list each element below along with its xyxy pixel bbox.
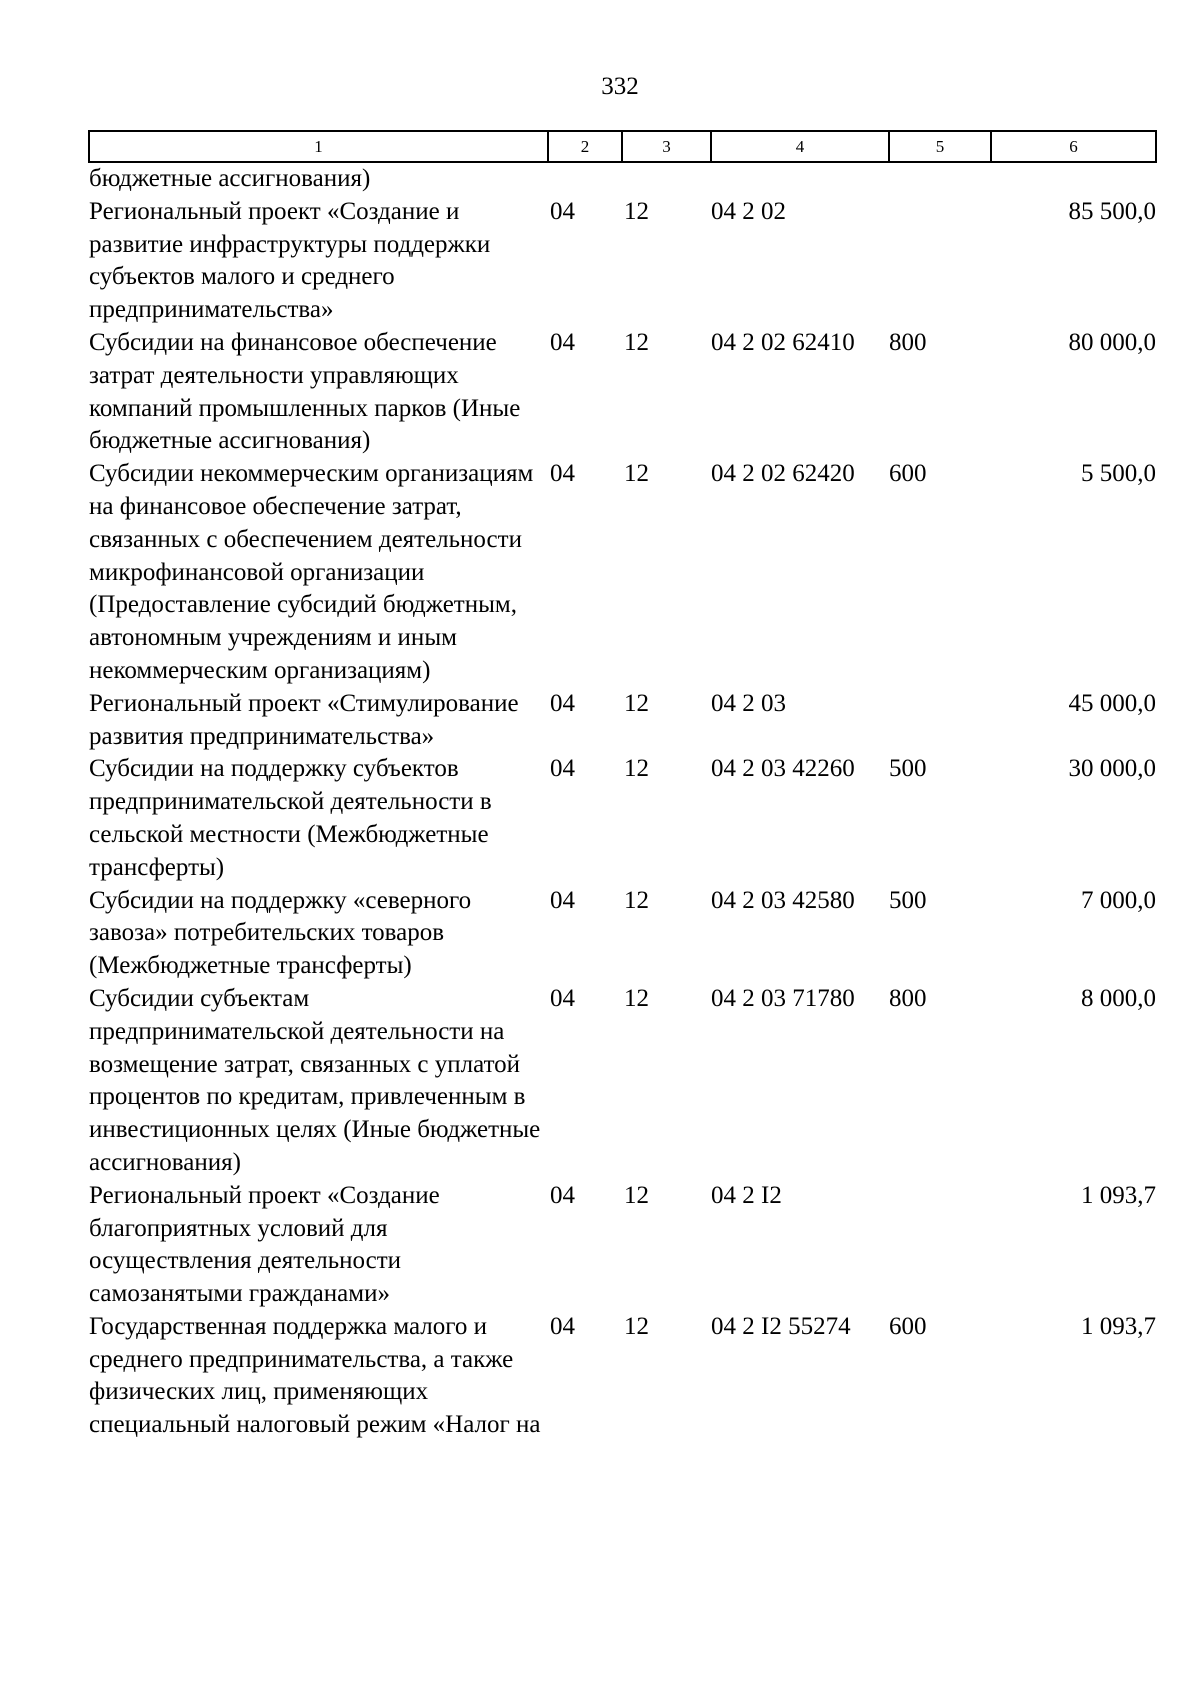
row-subsection — [622, 162, 711, 196]
table-row — [89, 327, 1156, 458]
row-expense-type — [889, 162, 991, 196]
row-section: 04 — [550, 886, 575, 914]
row-expense-type — [889, 688, 991, 754]
row-amount: 85 500,0 — [1068, 197, 1156, 225]
row-amount: 30 000,0 — [1068, 755, 1156, 783]
row-target-article: 04 2 I2 55274 — [711, 1312, 851, 1340]
row-subsection: 12 — [624, 328, 649, 356]
budget-table — [88, 130, 1157, 1442]
row-subsection: 12 — [624, 984, 649, 1012]
header-row — [89, 131, 1156, 162]
row-target-article: 04 2 03 42580 — [711, 886, 855, 914]
row-expense-type: 500 — [889, 886, 927, 914]
table-row — [89, 885, 1156, 983]
row-expense-type: 800 — [889, 984, 927, 1012]
header-cell-5: 5 — [889, 131, 991, 162]
row-subsection: 12 — [624, 460, 649, 488]
row-section: 04 — [550, 689, 575, 717]
header-cell-6: 6 — [991, 131, 1156, 162]
row-expense-type: 800 — [889, 328, 927, 356]
page-number: 332 — [601, 73, 639, 100]
row-section: 04 — [550, 197, 575, 225]
row-section: 04 — [550, 328, 575, 356]
table-row — [89, 753, 1156, 884]
row-subsection: 12 — [624, 886, 649, 914]
row-target-article: 04 2 I2 — [711, 1181, 782, 1209]
row-section: 04 — [550, 755, 575, 783]
row-expense-type: 600 — [889, 460, 927, 488]
row-expense-type — [889, 196, 991, 327]
row-description: Субсидии на поддержку субъектов предпринимательской деятельности в сельской местности (Межбюджетные трансферты) — [89, 755, 492, 881]
row-target-article: 04 2 03 — [711, 689, 786, 717]
row-target-article: 04 2 03 71780 — [711, 984, 855, 1012]
row-expense-type: 500 — [889, 755, 927, 783]
table-row — [89, 196, 1156, 327]
row-description: Региональный проект «Стимулирование развития предпринимательства» — [89, 689, 519, 750]
row-subsection: 12 — [624, 197, 649, 225]
row-description: Региональный проект «Создание и развитие инфраструктуры поддержки субъектов малого и среднего предпринимательства» — [89, 197, 491, 324]
row-target-article: 04 2 02 — [711, 197, 786, 225]
row-description: Региональный проект «Создание благоприятных условий для осуществления деятельности самозанятыми гражданами» — [89, 1181, 440, 1308]
table-row — [89, 1180, 1156, 1311]
table-row — [89, 983, 1156, 1180]
row-section: 04 — [550, 1312, 575, 1340]
header-cell-1: 1 — [89, 131, 548, 162]
row-expense-type: 600 — [889, 1312, 927, 1340]
row-amount: 1 093,7 — [1081, 1312, 1156, 1340]
row-target-article: 04 2 02 62410 — [711, 328, 855, 356]
table-row — [89, 162, 1156, 196]
row-description: Государственная поддержка малого и среднего предпринимательства, а также физических лиц, применяющих специальный налоговый режим «Налог на — [89, 1312, 541, 1439]
header-cell-4: 4 — [711, 131, 889, 162]
row-amount: 1 093,7 — [1081, 1181, 1156, 1209]
row-target-article: 04 2 03 42260 — [711, 755, 855, 783]
row-target-article — [711, 162, 889, 196]
table-row — [89, 688, 1156, 754]
header-cell-3: 3 — [622, 131, 711, 162]
row-amount: 45 000,0 — [1068, 689, 1156, 717]
table-row — [89, 458, 1156, 688]
header-cell-2: 2 — [548, 131, 622, 162]
table-row — [89, 1311, 1156, 1442]
row-description: Субсидии на поддержку «северного завоза» потребительских товаров (Межбюджетные трансферты) — [89, 886, 472, 980]
row-section — [548, 162, 622, 196]
row-target-article: 04 2 02 62420 — [711, 460, 855, 488]
row-subsection: 12 — [624, 1312, 649, 1340]
table-body — [89, 162, 1156, 1442]
row-amount: 7 000,0 — [1081, 886, 1156, 914]
row-subsection: 12 — [624, 689, 649, 717]
row-section: 04 — [550, 460, 575, 488]
row-section: 04 — [550, 984, 575, 1012]
row-section: 04 — [550, 1181, 575, 1209]
row-description: Субсидии субъектам предпринимательской деятельности на возмещение затрат, связанных с уплатой процентов по кредитам, привлеченным в инвестиционных целях (Иные бюджетные ассигнования) — [89, 984, 541, 1176]
row-expense-type — [889, 1180, 991, 1311]
row-description: бюджетные ассигнования) — [89, 165, 371, 192]
row-description: Субсидии некоммерческим организациям на финансовое обеспечение затрат, связанных с обеспечением деятельности микрофинансовой организации (Предоставление субсидий бюджетным, автономным учреждениям и иным некоммерческим организациям) — [89, 460, 534, 684]
row-description: Субсидии на финансовое обеспечение затрат деятельности управляющих компаний промышленных парков (Иные бюджетные ассигнования) — [89, 328, 521, 455]
table-header — [89, 131, 1156, 162]
row-subsection: 12 — [624, 1181, 649, 1209]
row-amount — [991, 162, 1156, 196]
row-subsection: 12 — [624, 755, 649, 783]
row-amount: 80 000,0 — [1068, 328, 1156, 356]
row-amount: 5 500,0 — [1081, 460, 1156, 488]
row-amount: 8 000,0 — [1081, 984, 1156, 1012]
